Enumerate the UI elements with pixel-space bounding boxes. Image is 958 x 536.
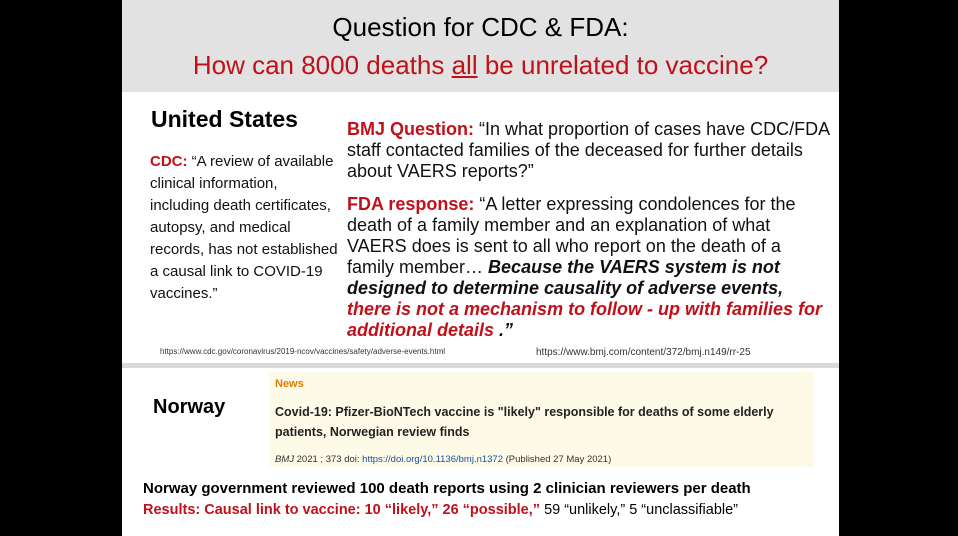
fda-red-text: there is not a mechanism to follow - up with families for additional details: [347, 299, 823, 340]
united-states-heading: United States: [151, 106, 298, 132]
results-black: 59 “unlikely,” 5 “unclassifiable”: [544, 502, 739, 518]
cite-published: (Published 27 May 2021): [505, 454, 612, 465]
results-red: Results: Causal link to vaccine: 10 “likely,” 26 “possible,”: [143, 502, 541, 518]
norway-heading: Norway: [153, 396, 226, 418]
norway-review-summary: Norway government reviewed 100 death reports using 2 clinician reviewers per death: [143, 480, 751, 497]
cdc-text: “A review of available clinical information, including death certificates, autopsy, and medical records, has not established a causal link to COVID-19 vaccines.”: [150, 153, 338, 302]
cdc-quote: [150, 151, 340, 305]
section-divider: [122, 363, 839, 368]
cdc-label: CDC:: [150, 153, 188, 170]
slide-header: [122, 0, 839, 92]
news-label: News: [275, 378, 304, 390]
subtitle-part-1: How can 8000 deaths: [192, 50, 445, 80]
bmj-question: [347, 119, 832, 182]
cite-volume: 2021 ; 373: [296, 454, 342, 465]
bmj-label: BMJ Question:: [347, 119, 475, 139]
cite-doi-label: doi:: [344, 454, 360, 465]
bmj-news-clipping: [269, 372, 814, 467]
slide-title: Question for CDC & FDA:: [332, 12, 629, 42]
slide-subtitle: [122, 50, 839, 81]
fda-text: “A letter expressing condolences for the death of a family member and an explanation of what VAERS does is sent to all who report on the death of a family member…: [347, 194, 796, 277]
bmj-text: “In what proportion of cases have CDC/FDA staff contacted families of the deceased for further details about VAERS reports?”: [347, 119, 830, 181]
bmj-source-link[interactable]: https://www.bmj.com/content/372/bmj.n149/rr-25: [536, 347, 751, 358]
news-citation: [275, 454, 611, 465]
norway-results: [143, 502, 738, 518]
fda-end-text: .”: [499, 320, 514, 340]
cite-doi-link[interactable]: https://doi.org/10.1136/bmj.n1372: [362, 454, 503, 465]
fda-bold-text: Because the VAERS system is not designed to determine causality of adverse events,: [347, 257, 784, 298]
slide: [122, 0, 839, 536]
subtitle-part-2: be unrelated to vaccine?: [484, 50, 769, 80]
cite-journal: BMJ: [275, 454, 294, 465]
news-headline: Covid-19: Pfizer-BioNTech vaccine is "likely" responsible for deaths of some elderly patients, Norwegian review finds: [275, 405, 774, 439]
cdc-source-link[interactable]: https://www.cdc.gov/coronavirus/2019-ncov/vaccines/safety/adverse-events.html: [160, 347, 446, 356]
subtitle-underlined-word: all: [451, 50, 478, 80]
fda-response: [347, 194, 832, 341]
fda-label: FDA response:: [347, 194, 475, 214]
